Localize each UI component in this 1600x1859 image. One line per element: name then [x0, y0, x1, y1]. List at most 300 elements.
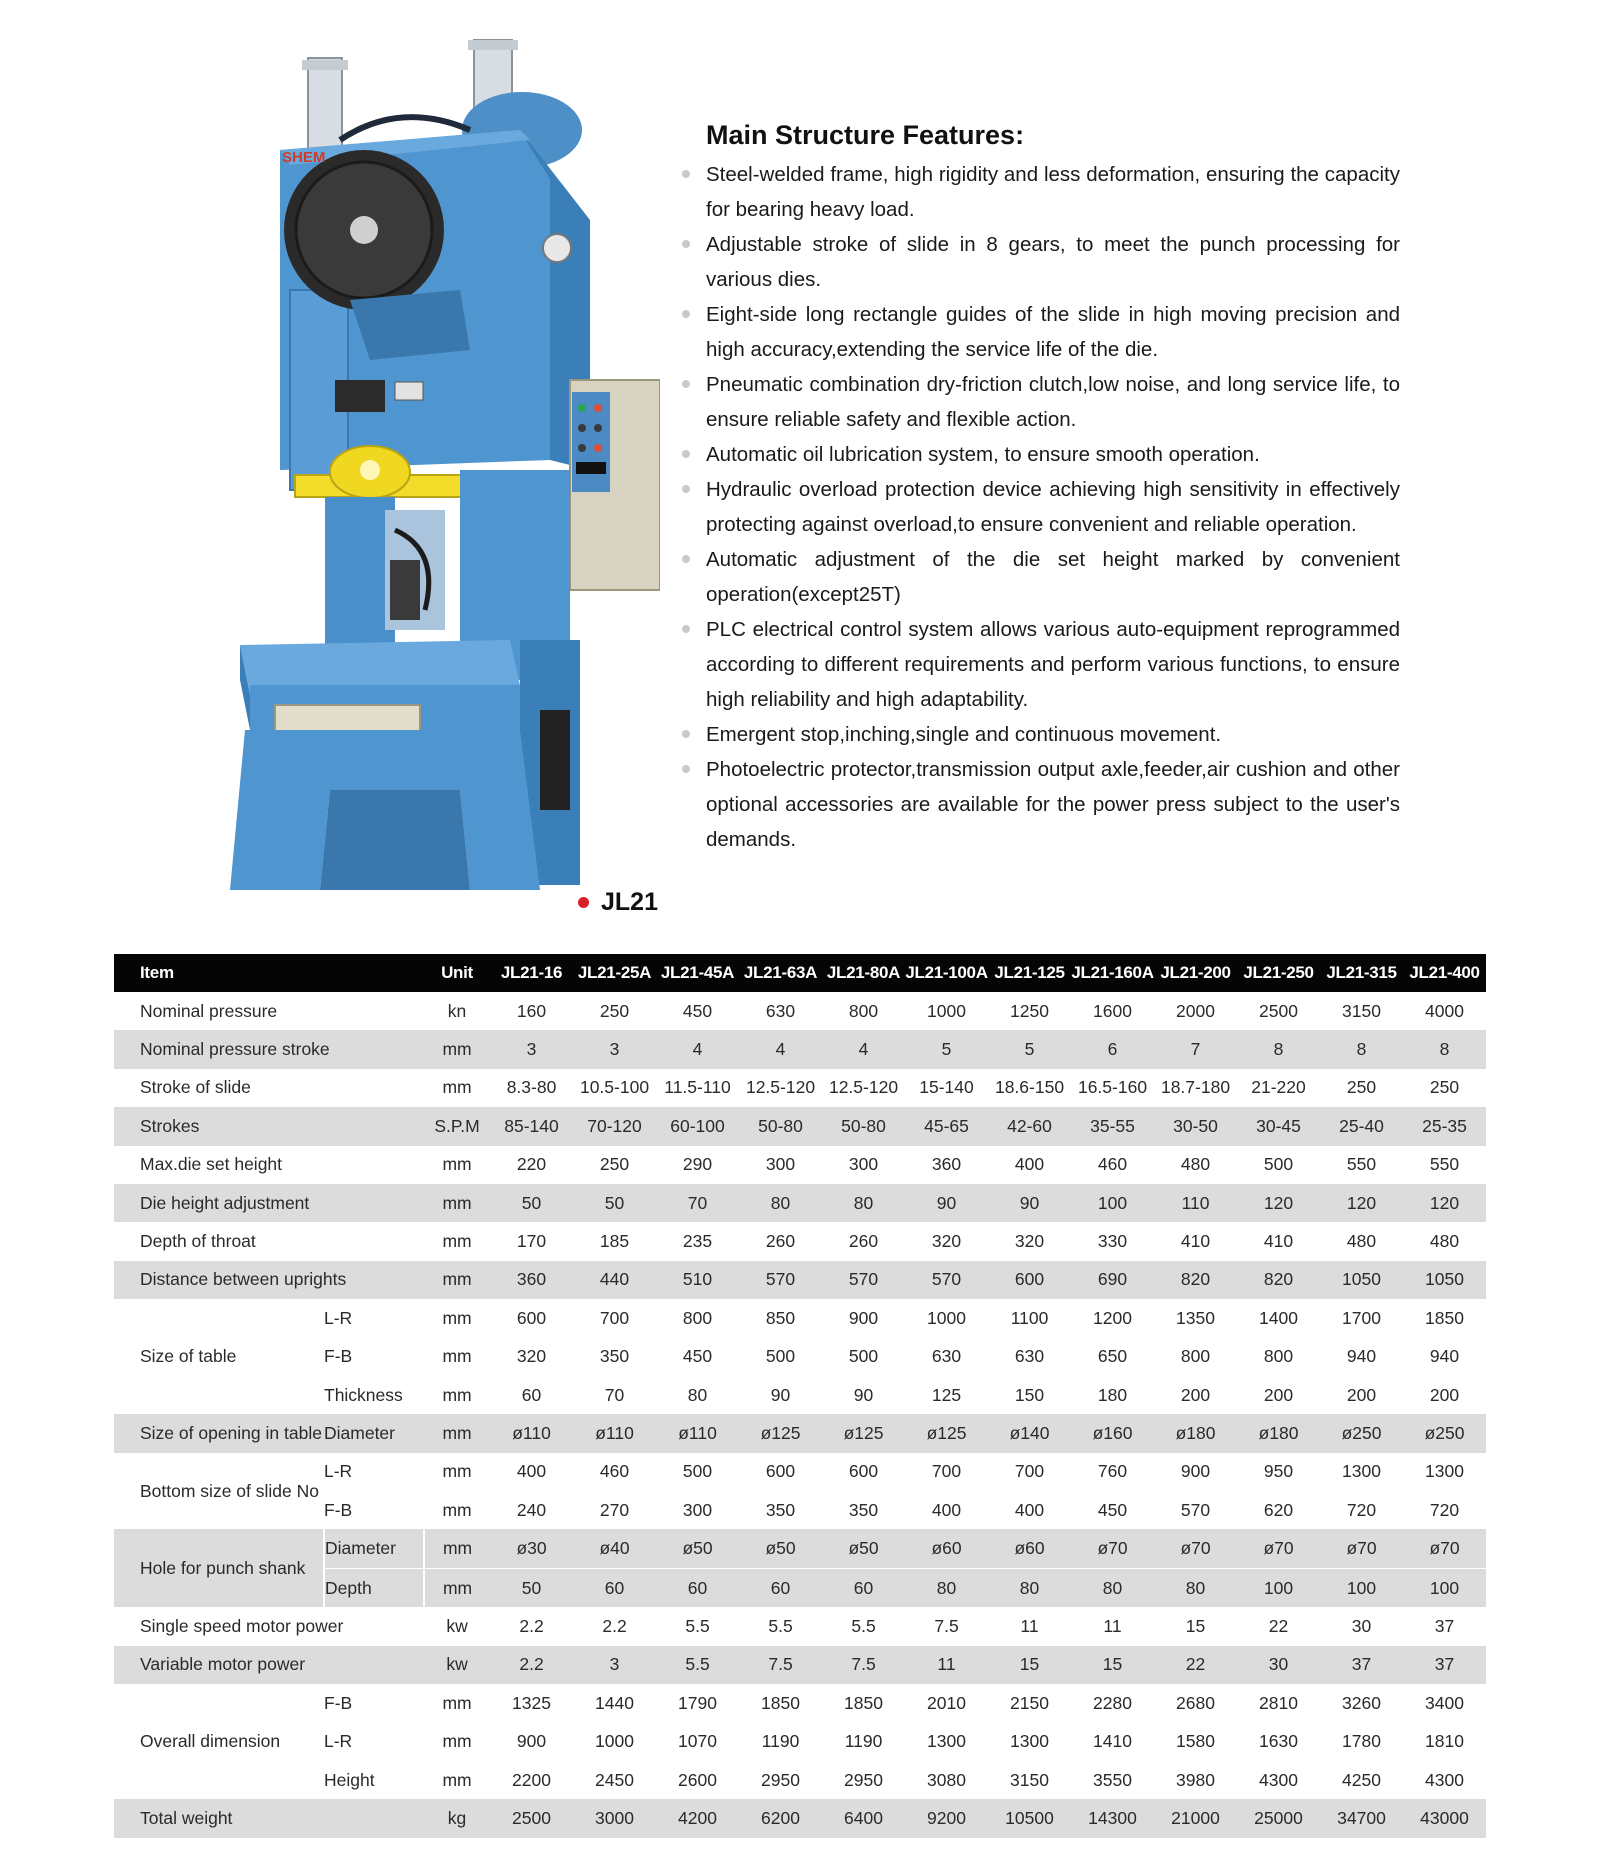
bullet-icon [682, 555, 690, 563]
table-cell: 80 [988, 1568, 1071, 1607]
table-cell: ø125 [822, 1414, 905, 1452]
table-cell: 2950 [761, 1769, 800, 1790]
table-cell: 15 [988, 1646, 1071, 1684]
table-cell: 120 [1403, 1184, 1486, 1222]
table-cell: 60-100 [656, 1107, 739, 1145]
table-cell: ø30 [490, 1529, 573, 1568]
feature-item: PLC electrical control system allows various auto-equipment reprogrammed according to different requirements and perform various functions, to ensure high reliability and high adaptability. [680, 612, 1400, 717]
table-cell: 800 [1263, 1346, 1294, 1367]
table-cell: 760 [1097, 1461, 1128, 1482]
table-cell: 25-35 [1403, 1107, 1486, 1145]
table-cell: 3 [573, 1030, 656, 1068]
table-cell: 1190 [844, 1731, 883, 1752]
table-cell: 3400 [1425, 1692, 1464, 1713]
table-cell: 60 [573, 1568, 656, 1607]
row-label: Strokes [114, 1107, 424, 1145]
table-cell: 8 [1320, 1030, 1403, 1068]
table-cell: ø70 [1237, 1529, 1320, 1568]
table-cell: 2150 [1010, 1692, 1049, 1713]
table-cell: 1050 [1403, 1261, 1486, 1299]
table-cell: 650 [1097, 1346, 1128, 1367]
table-cell: 11 [1103, 1615, 1122, 1636]
table-cell: 820 [1237, 1261, 1320, 1299]
table-cell: 37 [1434, 1615, 1455, 1636]
table-row [114, 1414, 1486, 1452]
table-row [114, 1030, 1486, 1068]
table-cell: 60 [656, 1568, 739, 1607]
table-cell: ø250 [1403, 1414, 1486, 1452]
table-cell: 90 [905, 1184, 988, 1222]
table-cell: 1250 [1010, 1000, 1049, 1021]
row-unit: mm [424, 1529, 490, 1568]
table-cell: 2010 [927, 1692, 966, 1713]
table-cell: 630 [1014, 1346, 1045, 1367]
table-cell: ø160 [1071, 1414, 1154, 1452]
table-cell: 80 [687, 1384, 708, 1405]
table-cell: 200 [1263, 1384, 1294, 1405]
table-cell: 80 [1154, 1568, 1237, 1607]
table-cell: 100 [1237, 1568, 1320, 1607]
header-unit: Unit [424, 954, 490, 992]
table-cell: 800 [1180, 1346, 1211, 1367]
table-cell: 7.5 [739, 1646, 822, 1684]
feature-item: Adjustable stroke of slide in 8 gears, to meet the punch processing for various dies. [680, 227, 1400, 297]
table-row [114, 1299, 1486, 1337]
table-cell: 6 [1071, 1030, 1154, 1068]
table-cell: 3550 [1093, 1769, 1132, 1790]
row-unit: mm [424, 1184, 490, 1222]
header-model: JL21-315 [1320, 954, 1403, 992]
table-cell: 290 [682, 1154, 713, 1175]
table-cell: 800 [848, 1000, 879, 1021]
row-label: Total weight [114, 1799, 424, 1837]
table-cell: 34700 [1320, 1799, 1403, 1837]
bullet-icon [682, 450, 690, 458]
table-cell: ø50 [656, 1529, 739, 1568]
table-cell: 630 [931, 1346, 962, 1367]
bullet-icon [682, 730, 690, 738]
table-cell: ø70 [1403, 1529, 1486, 1568]
row-label: Bottom size of slide No [114, 1453, 324, 1530]
row-unit: mm [442, 1769, 472, 1790]
row-unit: S.P.M [424, 1107, 490, 1145]
row-unit: mm [424, 1568, 490, 1607]
table-cell: 70-120 [573, 1107, 656, 1145]
red-dot-icon [578, 897, 589, 908]
table-cell: 200 [1346, 1384, 1377, 1405]
table-cell: 15 [1185, 1615, 1206, 1636]
table-cell: 50-80 [822, 1107, 905, 1145]
table-cell: 1580 [1176, 1731, 1215, 1752]
table-cell: 4 [822, 1030, 905, 1068]
table-cell: 45-65 [905, 1107, 988, 1145]
bullet-icon [682, 240, 690, 248]
brand-logo-text: SHEM [282, 149, 326, 166]
table-cell: 11 [1020, 1615, 1039, 1636]
bullet-icon [682, 625, 690, 633]
table-cell: ø70 [1071, 1529, 1154, 1568]
table-cell: 2950 [844, 1769, 883, 1790]
table-cell: 1300 [1425, 1461, 1464, 1482]
table-cell: 8 [1237, 1030, 1320, 1068]
table-cell: 6200 [739, 1799, 822, 1837]
table-cell: 250 [1429, 1077, 1460, 1098]
table-cell: 2500 [490, 1799, 573, 1837]
table-cell: 70 [656, 1184, 739, 1222]
table-cell: 185 [599, 1231, 630, 1252]
header-model: JL21-16 [490, 954, 573, 992]
table-cell: 2.2 [602, 1615, 627, 1636]
table-cell: 900 [848, 1307, 879, 1328]
table-cell: 2.2 [519, 1615, 544, 1636]
table-cell: 410 [1263, 1231, 1294, 1252]
feature-item: Automatic oil lubrication system, to ensure smooth operation. [680, 437, 1400, 472]
table-cell: 30 [1237, 1646, 1320, 1684]
table-cell: 3 [490, 1030, 573, 1068]
table-cell: 1000 [595, 1731, 634, 1752]
table-cell: 700 [599, 1307, 630, 1328]
header-model: JL21-100A [905, 954, 988, 992]
table-cell: 1070 [678, 1731, 717, 1752]
row-sub-label: L-R [324, 1307, 353, 1328]
table-cell: 42-60 [988, 1107, 1071, 1145]
table-cell: 950 [1263, 1461, 1294, 1482]
row-sub-label: F-B [324, 1346, 353, 1367]
table-cell: 1325 [512, 1692, 551, 1713]
table-cell: 1350 [1176, 1307, 1215, 1328]
table-row [114, 1184, 1486, 1222]
table-cell: ø110 [656, 1414, 739, 1452]
table-cell: 330 [1097, 1231, 1128, 1252]
table-cell: 1100 [1010, 1307, 1049, 1328]
table-cell: 1300 [927, 1731, 966, 1752]
table-cell: ø110 [490, 1414, 573, 1452]
table-cell: 12.5-120 [745, 1077, 816, 1098]
table-cell: 4300 [1259, 1769, 1298, 1790]
table-cell: 150 [1014, 1384, 1045, 1405]
table-cell: 100 [1071, 1184, 1154, 1222]
table-cell: ø40 [573, 1529, 656, 1568]
row-sub-label: Diameter [324, 1414, 424, 1452]
table-row [114, 1222, 1486, 1260]
table-cell: 21000 [1154, 1799, 1237, 1837]
table-cell: 2450 [595, 1769, 634, 1790]
table-cell: 4250 [1342, 1769, 1381, 1790]
table-cell: 4200 [656, 1799, 739, 1837]
table-cell: 220 [516, 1154, 547, 1175]
table-cell: 900 [516, 1731, 547, 1752]
table-cell: 450 [682, 1000, 713, 1021]
table-cell: 80 [1071, 1568, 1154, 1607]
table-cell: 3 [573, 1646, 656, 1684]
row-sub-label: L-R [324, 1731, 353, 1752]
header-model: JL21-160A [1071, 954, 1154, 992]
table-cell: 6400 [822, 1799, 905, 1837]
table-cell: 8.3-80 [506, 1077, 557, 1098]
table-cell: 500 [682, 1461, 713, 1482]
table-cell: 240 [516, 1499, 547, 1520]
table-cell: 5.5 [851, 1615, 876, 1636]
table-cell: 4300 [1425, 1769, 1464, 1790]
table-cell: ø250 [1320, 1414, 1403, 1452]
table-cell: 3000 [573, 1799, 656, 1837]
table-cell: 700 [931, 1461, 962, 1482]
table-cell: 35-55 [1071, 1107, 1154, 1145]
table-cell: 11.5-110 [664, 1077, 731, 1098]
table-cell: 940 [1346, 1346, 1377, 1367]
table-cell: 2680 [1176, 1692, 1215, 1713]
row-unit: mm [442, 1231, 472, 1252]
table-cell: 1300 [1010, 1731, 1049, 1752]
table-cell: 180 [1097, 1384, 1128, 1405]
table-cell: 480 [1180, 1154, 1211, 1175]
table-cell: 360 [490, 1261, 573, 1299]
features-title: Main Structure Features: [706, 120, 1025, 150]
table-cell: 8 [1403, 1030, 1486, 1068]
table-cell: 500 [1263, 1154, 1294, 1175]
table-cell: 940 [1429, 1346, 1460, 1367]
table-cell: 85-140 [490, 1107, 573, 1145]
table-cell: 820 [1154, 1261, 1237, 1299]
features-list [680, 157, 1400, 857]
table-cell: 10500 [988, 1799, 1071, 1837]
table-cell: 18.7-180 [1160, 1077, 1231, 1098]
table-cell: 4 [656, 1030, 739, 1068]
table-cell: 7.5 [934, 1615, 959, 1636]
table-cell: 300 [848, 1154, 879, 1175]
table-cell: 360 [931, 1154, 962, 1175]
table-cell: 620 [1263, 1499, 1294, 1520]
bullet-icon [682, 380, 690, 388]
table-cell: 320 [1014, 1231, 1045, 1252]
table-cell: 25-40 [1320, 1107, 1403, 1145]
table-cell: 22 [1268, 1615, 1289, 1636]
table-cell: 14300 [1071, 1799, 1154, 1837]
bullet-icon [682, 310, 690, 318]
header-model: JL21-45A [656, 954, 739, 992]
table-cell: 1440 [595, 1692, 634, 1713]
bullet-icon [682, 765, 690, 773]
table-cell: ø50 [739, 1529, 822, 1568]
table-cell: 1300 [1342, 1461, 1381, 1482]
row-label: Distance between uprights [114, 1261, 424, 1299]
table-row [114, 1069, 1486, 1107]
row-label: Die height adjustment [114, 1184, 424, 1222]
table-cell: 18.6-150 [994, 1077, 1065, 1098]
row-sub-label: Diameter [324, 1529, 424, 1568]
table-cell: 60 [521, 1384, 542, 1405]
table-cell: 400 [1014, 1154, 1045, 1175]
feature-item: Hydraulic overload protection device achieving high sensitivity in effectively protecting against overload,to ensure convenient and reliable operation. [680, 472, 1400, 542]
table-body [114, 992, 1486, 1838]
model-caption [578, 888, 658, 917]
row-unit: mm [424, 1030, 490, 1068]
table-cell: 300 [682, 1499, 713, 1520]
header-model: JL21-25A [573, 954, 656, 992]
header-model: JL21-200 [1154, 954, 1237, 992]
table-cell: 2600 [678, 1769, 717, 1790]
table-cell: 850 [765, 1307, 796, 1328]
table-cell: 80 [739, 1184, 822, 1222]
feature-item: Pneumatic combination dry-friction clutch,low noise, and long service life, to ensure reliable safety and flexible action. [680, 367, 1400, 437]
table-cell: 1790 [678, 1692, 717, 1713]
table-cell: 60 [739, 1568, 822, 1607]
table-cell: ø180 [1154, 1414, 1237, 1452]
table-cell: 3150 [1342, 1000, 1381, 1021]
table-cell: 350 [848, 1499, 879, 1520]
table-cell: ø60 [988, 1529, 1071, 1568]
table-cell: 400 [931, 1499, 962, 1520]
table-cell: 350 [599, 1346, 630, 1367]
table-row [114, 1646, 1486, 1684]
row-unit: mm [442, 1384, 472, 1405]
table-cell: 120 [1320, 1184, 1403, 1222]
table-cell: 5.5 [656, 1646, 739, 1684]
table-cell: 30-50 [1154, 1107, 1237, 1145]
table-cell: 460 [599, 1461, 630, 1482]
row-unit: mm [424, 1261, 490, 1299]
table-cell: 480 [1346, 1231, 1377, 1252]
row-unit: mm [442, 1692, 472, 1713]
table-cell: 60 [822, 1568, 905, 1607]
table-cell: 80 [905, 1568, 988, 1607]
row-sub-label: F-B [324, 1692, 353, 1713]
table-cell: 50 [490, 1568, 573, 1607]
table-cell: 250 [1346, 1077, 1377, 1098]
row-sub-label: Height [324, 1769, 375, 1790]
table-cell: 320 [516, 1346, 547, 1367]
row-unit: kn [447, 1000, 467, 1021]
table-cell: ø125 [739, 1414, 822, 1452]
table-row [114, 1684, 1486, 1722]
table-cell: 550 [1346, 1154, 1377, 1175]
table-cell: 1700 [1342, 1307, 1381, 1328]
table-cell: 250 [599, 1000, 630, 1021]
table-cell: 250 [599, 1154, 630, 1175]
table-cell: 900 [1180, 1461, 1211, 1482]
table-cell: 5 [988, 1030, 1071, 1068]
feature-item: Eight-side long rectangle guides of the slide in high moving precision and high accuracy,extending the service life of the die. [680, 297, 1400, 367]
table-cell: 570 [739, 1261, 822, 1299]
bullet-icon [682, 170, 690, 178]
row-label: Stroke of slide [140, 1077, 251, 1098]
table-cell: 70 [604, 1384, 625, 1405]
row-unit: mm [442, 1307, 472, 1328]
table-cell: 15 [1071, 1646, 1154, 1684]
table-cell: 12.5-120 [828, 1077, 899, 1098]
table-cell: 37 [1320, 1646, 1403, 1684]
table-cell: 260 [765, 1231, 796, 1252]
table-cell: 1000 [927, 1307, 966, 1328]
table-cell: ø125 [905, 1414, 988, 1452]
table-cell: 350 [765, 1499, 796, 1520]
table-cell: 5 [905, 1030, 988, 1068]
table-cell: ø60 [905, 1529, 988, 1568]
table-cell: 1780 [1342, 1731, 1381, 1752]
table-cell: 1850 [761, 1692, 800, 1713]
table-cell: 450 [1097, 1499, 1128, 1520]
features-section [680, 120, 1400, 857]
table-cell: 700 [1014, 1461, 1045, 1482]
row-sub-label: Thickness [324, 1384, 403, 1405]
row-unit: kw [424, 1646, 490, 1684]
row-unit: mm [442, 1461, 472, 1482]
press-machine-illustration [220, 30, 660, 930]
table-cell: ø50 [822, 1529, 905, 1568]
table-cell: 80 [822, 1184, 905, 1222]
table-cell: 1850 [1425, 1307, 1464, 1328]
table-cell: 5.5 [768, 1615, 793, 1636]
table-cell: 4 [739, 1030, 822, 1068]
row-unit: mm [442, 1077, 472, 1098]
table-cell: 630 [765, 1000, 796, 1021]
row-sub-label: Depth [324, 1568, 424, 1607]
table-cell: 1850 [844, 1692, 883, 1713]
table-cell: 7.5 [822, 1646, 905, 1684]
row-sub-label: F-B [324, 1499, 353, 1520]
bullet-icon [682, 485, 690, 493]
row-label: Nominal pressure stroke [114, 1030, 424, 1068]
table-cell: 1410 [1093, 1731, 1132, 1752]
row-label: Variable motor power [114, 1646, 424, 1684]
table-cell: 600 [848, 1461, 879, 1482]
table-cell: 570 [1180, 1499, 1211, 1520]
table-cell: 11 [905, 1646, 988, 1684]
table-cell: ø70 [1320, 1529, 1403, 1568]
table-cell: 3150 [1010, 1769, 1049, 1790]
table-cell: 1190 [761, 1731, 800, 1752]
table-cell: 450 [682, 1346, 713, 1367]
specification-table [114, 954, 1486, 1838]
table-cell: 1400 [1259, 1307, 1298, 1328]
table-cell: 2200 [512, 1769, 551, 1790]
table-cell: 600 [765, 1461, 796, 1482]
table-cell: 270 [599, 1499, 630, 1520]
table-header-row [114, 954, 1486, 992]
row-label: Single speed motor power [140, 1615, 344, 1636]
row-label: Size of table [114, 1299, 324, 1414]
feature-item: Emergent stop,inching,single and continuous movement. [680, 717, 1400, 752]
table-cell: 50-80 [739, 1107, 822, 1145]
table-cell: 9200 [905, 1799, 988, 1837]
table-row [114, 1453, 1486, 1491]
table-cell: 50 [490, 1184, 573, 1222]
table-cell: 410 [1180, 1231, 1211, 1252]
table-row [114, 1146, 1486, 1184]
table-cell: 2280 [1093, 1692, 1132, 1713]
table-cell: 720 [1429, 1499, 1460, 1520]
row-unit: mm [442, 1346, 472, 1367]
table-cell: ø110 [573, 1414, 656, 1452]
header-model: JL21-80A [822, 954, 905, 992]
table-cell: 500 [848, 1346, 879, 1367]
row-label: Size of opening in table [114, 1414, 324, 1452]
table-cell: 3980 [1176, 1769, 1215, 1790]
table-cell: 570 [822, 1261, 905, 1299]
table-cell: ø140 [988, 1414, 1071, 1452]
table-cell: 16.5-160 [1077, 1077, 1148, 1098]
row-unit: kw [446, 1615, 468, 1636]
table-cell: 10.5-100 [579, 1077, 650, 1098]
row-label: Nominal pressure [140, 1000, 278, 1021]
table-cell: 110 [1154, 1184, 1237, 1222]
table-cell: 510 [656, 1261, 739, 1299]
table-cell: 400 [516, 1461, 547, 1482]
table-cell: 260 [848, 1231, 879, 1252]
table-cell: 800 [682, 1307, 713, 1328]
table-row [114, 1261, 1486, 1299]
table-cell: 1810 [1425, 1731, 1464, 1752]
